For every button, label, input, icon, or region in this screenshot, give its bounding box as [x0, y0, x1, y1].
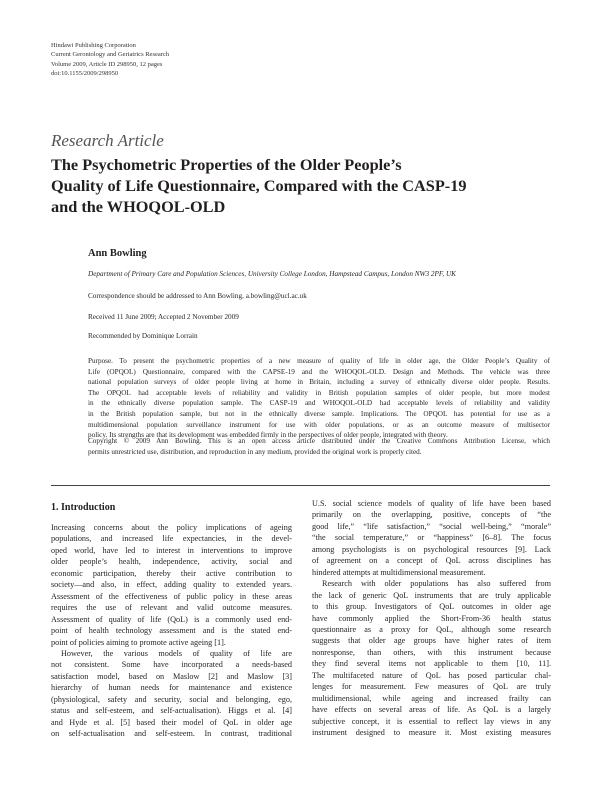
article-type: Research Article: [51, 131, 164, 150]
abstract-line: multidimensional population surveillance instrument for use with older populations, or as an outcome measure of multisector: [88, 420, 550, 429]
copyright-line: Copyright © 2009 Ann Bowling. This is an open access article distributed under the Creative Commons Attribution License, which: [88, 437, 550, 445]
body-line: U.S. social science models of quality of life have been based: [312, 499, 551, 508]
left-column: [51, 522, 292, 740]
body-line: lenges for measurement. Few measures of QoL are truly: [312, 682, 551, 692]
body-line: among psychologists is on psychological resources [9]. Lack: [312, 544, 551, 554]
body-line: Increasing concerns about the policy implications of ageing: [51, 523, 292, 532]
body-line: they find several items not applicable to them [10, 11].: [312, 659, 551, 669]
body-line: populations, and increased life expectancies, in the devel-: [51, 534, 292, 544]
abstract-line: national population surveys of older people living at home in Britain, including a survey of ethnically diverse older people. Results.: [88, 378, 550, 387]
body-line: The multifaceted nature of QoL has posed particular chal-: [312, 670, 551, 680]
body-line: multidimensional, while ageing and increased frailty can: [312, 693, 551, 703]
body-line: not consistent. Some have incorporated a needs-based: [51, 660, 292, 670]
author-name: Ann Bowling: [88, 248, 147, 259]
body-line: have effects on several areas of life. As QoL is a largely: [312, 705, 551, 715]
article-title: [51, 154, 551, 217]
body-line: society—and also, in effect, adding quality to extended years.: [51, 580, 292, 590]
abstract: [88, 356, 550, 441]
body-line: Assessment of the effectiveness of public policy in these areas: [51, 591, 292, 601]
body-line: However, the various models of quality of life are: [61, 648, 292, 658]
abstract-line: Life (OPQOL) Questionnaire, compared with the CAPSE-19 and the WHOQOL-OLD. Design and Methods. The vehicle was three: [88, 367, 550, 376]
title-line: and the WHOQOL-OLD: [51, 197, 226, 216]
title-line: The Psychometric Properties of the Older People’s: [51, 155, 402, 174]
body-line: older people’s health, independence, activity, social and: [51, 557, 292, 567]
body-line: questionnaire as a proxy for QoL, although some research: [312, 624, 551, 634]
body-line: status and self-esteem, and self-actualisation). Higgs et al. [4]: [51, 706, 292, 716]
abstract-line: in the British population sample, but not in the ethnically diverse sample. Implications. The OPQOL has potential for use as a: [88, 409, 550, 418]
affiliation: Department of Primary Care and Population Sciences, University College London, Hampstead Campus, London NW3 2PF, UK: [88, 270, 456, 278]
copyright-notice: [88, 436, 550, 457]
body-line: the lack of generic QoL instruments that are truly applicable: [312, 590, 551, 600]
body-line: oped world, have led to interest in interventions to improve: [51, 545, 292, 555]
body-line: and Hyde et al. [5] based their model of QoL in older age: [51, 717, 292, 727]
body-line: Research with older populations has also suffered from: [322, 579, 551, 589]
body-line: subjective concept, it is essential to reflect lay views in any: [312, 716, 551, 726]
body-line: have commonly applied the Short-From-36 health status: [312, 613, 551, 623]
journal-line: Current Gerontology and Geriatrics Research: [51, 51, 170, 59]
abstract-line: The OPQOL had acceptable levels of reliability and validity in British population samples of older people, but more modest: [88, 388, 550, 397]
copyright-line: permits unrestricted use, distribution, and reproduction in any medium, provided the original work is properly cited.: [88, 447, 422, 456]
publisher-line: Hindawi Publishing Corporation: [51, 42, 136, 49]
body-line: of agreement on a concept of QoL across disciplines has: [312, 556, 551, 566]
body-line: good life,” “life satisfaction,” “social well-being,” “morale”: [312, 521, 551, 531]
body-line: satisfaction model, based on Maslow [2] and Maslow [3]: [51, 671, 292, 681]
body-line: point of health technology assessment and is the stated end-: [51, 626, 292, 636]
correspondence: Correspondence should be addressed to Ann Bowling, a.bowling@ucl.ac.uk: [88, 292, 307, 300]
body-line: hierarchy of human needs for maintenance and existence: [51, 683, 292, 693]
title-line: Quality of Life Questionnaire, Compared with the CASP-19: [51, 176, 467, 195]
abstract-line: Purpose. To present the psychometric properties of a new measure of quality of life in older age, the Older People’s Quality of: [88, 357, 550, 365]
body-line: requires the use of relevant and valid outcome measures.: [51, 603, 292, 613]
received-date: Received 11 June 2009; Accepted 2 November 2009: [88, 313, 239, 321]
section-heading: 1. Introduction: [51, 502, 116, 513]
body-line: economic participation, thereby their active contribution to: [51, 568, 292, 578]
abstract-line: policy. Its strengths are that its development was embedded firmly in the perspectives of older people, integrated with theory.: [88, 431, 448, 440]
doi-line: doi:10.1155/2009/298950: [51, 69, 119, 77]
body-line: on self-actualisation and self-esteem. In contrast, traditional: [51, 729, 292, 739]
section-divider: [51, 485, 550, 486]
body-line: to this group. Investigators of QoL outcomes in older age: [312, 602, 551, 612]
body-line: primarily on the overlapping, positive, concepts of “the: [312, 510, 551, 520]
body-line: “the social temperature,” or “happiness” [6–8]. The focus: [312, 533, 551, 543]
right-column: [312, 498, 551, 739]
volume-line: Volume 2009, Article ID 298950, 12 pages: [51, 60, 163, 68]
body-line: point of policies aiming to promote active ageing [1].: [51, 637, 226, 647]
body-line: (physiological, safety and security, social and belonging, ego,: [51, 694, 292, 704]
body-line: Assessment of quality of life (QoL) is a commonly used end-: [51, 614, 292, 624]
body-line: instrument designed to measure it. Most existing measures: [312, 728, 551, 738]
body-line: nonresponse, than others, with this instrument because: [312, 647, 551, 657]
body-line: hindered attempts at multidimensional measurement.: [312, 567, 486, 577]
body-line: suggests that older age groups have higher rates of item: [312, 636, 551, 646]
recommended-by: Recommended by Dominique Lorrain: [88, 332, 198, 340]
abstract-line: in the ethnically diverse population sample. The CASP-19 and WHOQOL-OLD had acceptable levels of reliability and validity: [88, 399, 550, 408]
journal-header: [51, 41, 169, 78]
